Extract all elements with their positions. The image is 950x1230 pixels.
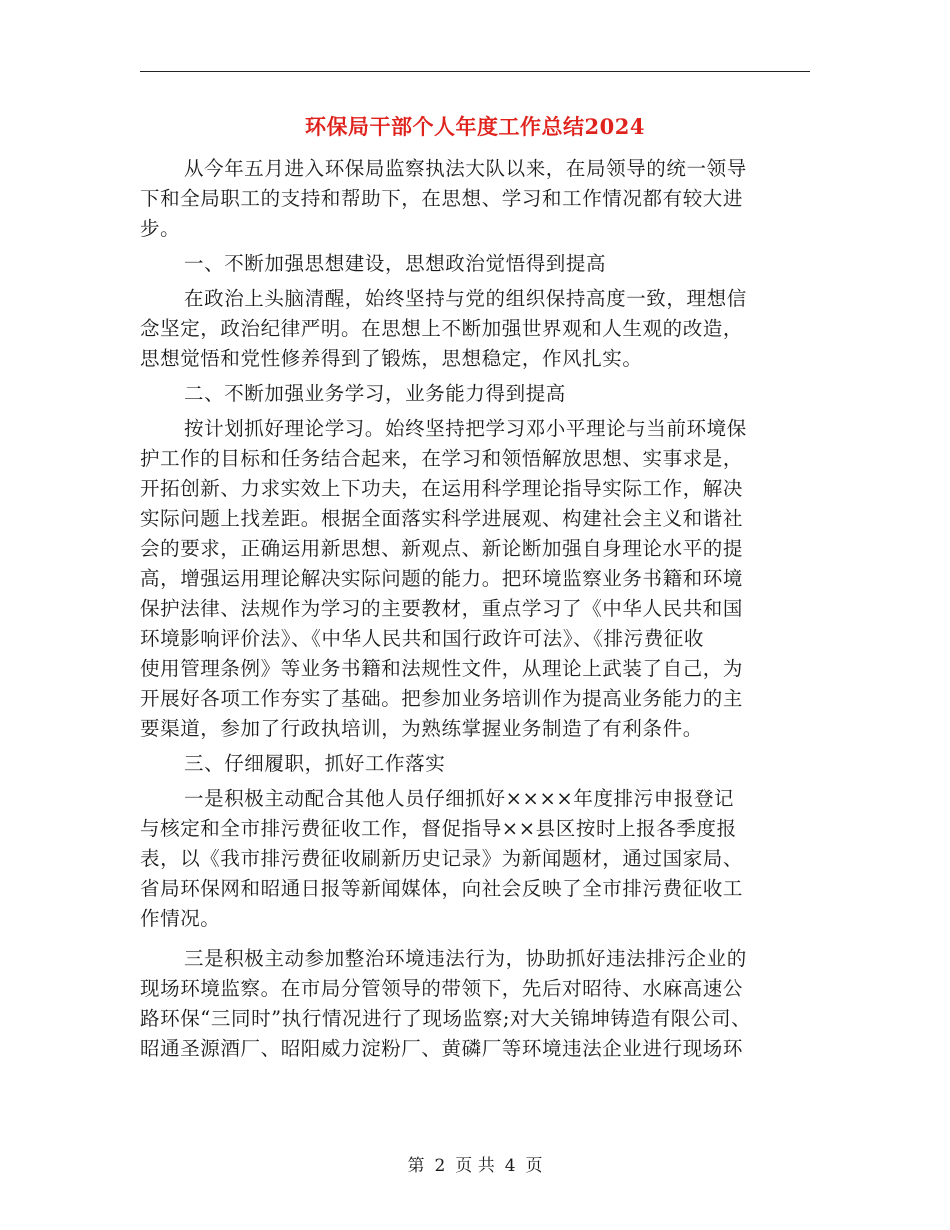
footer-page-number: 2 bbox=[434, 1156, 446, 1176]
body-line: 开展好各项工作夯实了基础。把参加业务培训作为提高业务能力的主 bbox=[140, 687, 744, 710]
body-line: 使用管理条例》等业务书籍和法规性文件，从理论上武装了自己，为 bbox=[140, 657, 744, 680]
body-line: 二、不断加强业务学习，业务能力得到提高 bbox=[184, 382, 566, 405]
body-line: 一是积极主动配合其他人员仔细抓好××××年度排污申报登记 bbox=[184, 787, 735, 810]
body-line: 与核定和全市排污费征收工作，督促指导××县区按时上报各季度报 bbox=[140, 817, 737, 840]
body-line: 昭通圣源酒厂、昭阳威力淀粉厂、黄磷厂等环境违法企业进行现场环 bbox=[140, 1037, 744, 1060]
body-line: 环境影响评价法》、《中华人民共和国行政许可法》、《排污费征收 bbox=[140, 627, 705, 650]
body-line: 护工作的目标和任务结合起来，在学习和领悟解放思想、实事求是， bbox=[140, 447, 744, 470]
body-line: 现场环境监察。在市局分管领导的带领下，先后对昭待、水麻高速公 bbox=[140, 977, 744, 1000]
body-line: 路环保“三同时”执行情况进行了现场监察;对大关锦坤铸造有限公司、 bbox=[140, 1007, 752, 1030]
body-line: 作情况。 bbox=[140, 907, 221, 930]
footer-prefix: 第 bbox=[407, 1156, 425, 1176]
document-title: 环保局干部个人年度工作总结2024 bbox=[305, 114, 645, 139]
header-rule bbox=[140, 71, 810, 72]
body-line: 下和全局职工的支持和帮助下，在思想、学习和工作情况都有较大进 bbox=[140, 187, 744, 210]
body-line: 三是积极主动参加整治环境违法行为，协助抓好违法排污企业的 bbox=[184, 947, 747, 970]
body-line: 开拓创新、力求实效上下功夫，在运用科学理论指导实际工作，解决 bbox=[140, 477, 744, 500]
body-line: 念坚定，政治纪律严明。在思想上不断加强世界观和人生观的改造， bbox=[140, 317, 744, 340]
body-line: 省局环保网和昭通日报等新闻媒体，向社会反映了全市排污费征收工 bbox=[140, 877, 744, 900]
body-line: 高，增强运用理论解决实际问题的能力。把环境监察业务书籍和环境 bbox=[140, 567, 744, 590]
body-line: 按计划抓好理论学习。始终坚持把学习邓小平理论与当前环境保 bbox=[184, 417, 747, 440]
body-line: 一、不断加强思想建设，思想政治觉悟得到提高 bbox=[184, 252, 607, 275]
body-line: 表，以《我市排污费征收刷新历史记录》为新闻题材，通过国家局、 bbox=[140, 847, 744, 870]
body-line: 思想觉悟和党性修养得到了锻炼，思想稳定，作风扎实。 bbox=[140, 347, 643, 370]
body-line: 三、仔细履职，抓好工作落实 bbox=[184, 752, 446, 775]
footer-total-pages: 4 bbox=[504, 1156, 516, 1176]
page-footer bbox=[0, 1154, 950, 1178]
body-line: 保护法律、法规作为学习的主要教材，重点学习了《中华人民共和国 bbox=[140, 597, 744, 620]
body-line: 从今年五月进入环保局监察执法大队以来，在局领导的统一领导 bbox=[184, 157, 747, 180]
body-line: 步。 bbox=[140, 217, 181, 240]
body-line: 实际问题上找差距。根据全面落实科学进展观、构建社会主义和谐社 bbox=[140, 507, 744, 530]
body-line: 在政治上头脑清醒，始终坚持与党的组织保持高度一致，理想信 bbox=[184, 287, 747, 310]
body-line: 要渠道，参加了行政执培训，为熟练掌握业务制造了有利条件。 bbox=[140, 717, 703, 740]
footer-middle: 页 共 bbox=[455, 1156, 495, 1176]
body-line: 会的要求，正确运用新思想、新观点、新论断加强自身理论水平的提 bbox=[140, 537, 744, 560]
footer-suffix: 页 bbox=[525, 1156, 543, 1176]
